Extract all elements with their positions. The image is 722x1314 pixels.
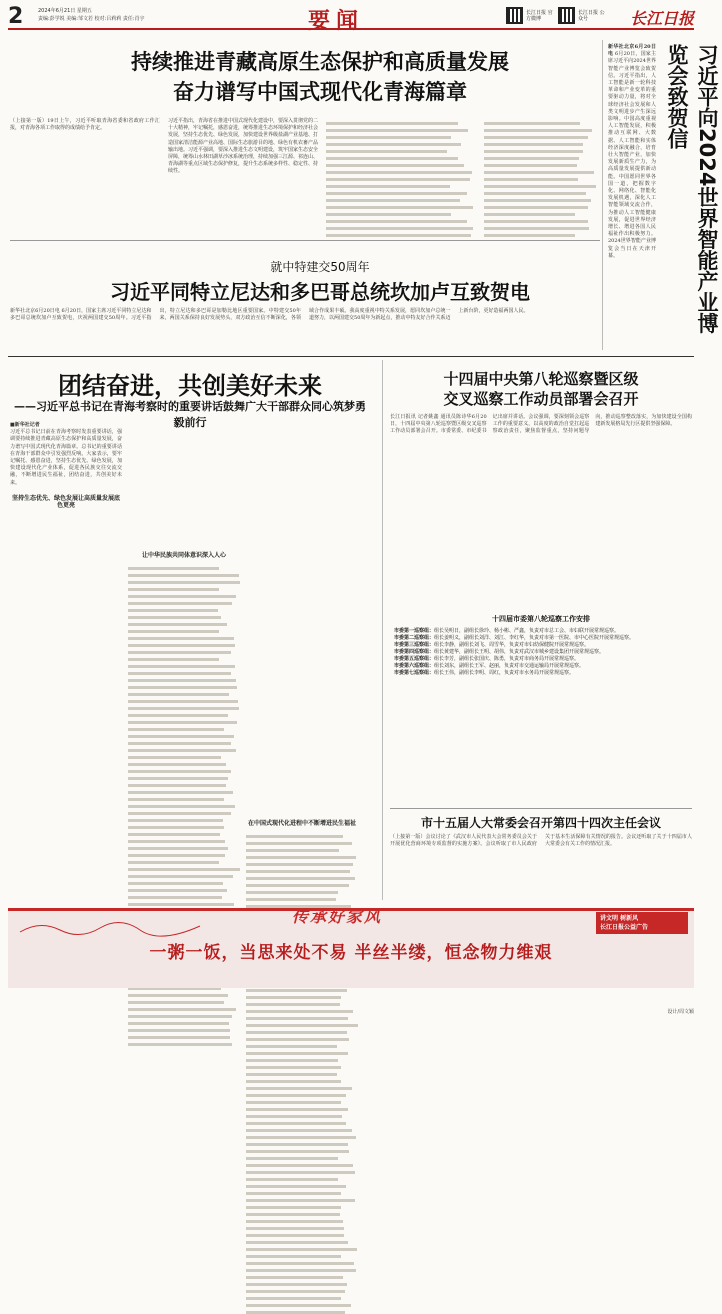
ornament-icon [20, 918, 200, 936]
article4-headline-1: 十四届中央第八轮巡察暨区级 [443, 370, 639, 388]
text-line-placeholder [128, 637, 234, 640]
text-line-placeholder [326, 143, 461, 146]
text-line-placeholder [128, 994, 228, 997]
text-line-placeholder [326, 220, 467, 223]
text-line-placeholder [128, 1015, 232, 1018]
text-line-placeholder [128, 588, 219, 591]
article2-kicker: 就中特建交50周年 [270, 260, 370, 274]
text-line-placeholder [246, 856, 356, 859]
text-line-placeholder [246, 1206, 341, 1209]
article3-subhead2: 让中华民族共同体意识深入人心 [141, 552, 226, 559]
text-line-placeholder [484, 150, 583, 153]
text-line-placeholder [484, 136, 588, 139]
article5-body: （上接第一版）会议讨论了《武汉市人民代表大会常务委员会关于开展优化营商环境专项监督的实施方案》。会议听取了市人民政府关于基本生活保障有关情况的报告。会议还听取了关于十四届市人大常委会有关工作的情况汇报。 [390, 834, 692, 848]
roster-item: 市委第一巡察组：组长吴明日，副组长徐玲、杨小彬、严鑫，负责对市总工会、市妇联开展常规巡察。 [394, 628, 620, 634]
text-line-placeholder [128, 854, 225, 857]
text-line-placeholder [246, 877, 355, 880]
text-line-placeholder [128, 889, 227, 892]
text-line-placeholder [326, 199, 460, 202]
text-line-placeholder [326, 129, 468, 132]
banner-badge: 讲文明 树新风 长江日报公益广告 [596, 912, 688, 934]
text-line-placeholder [246, 1087, 352, 1090]
text-line-placeholder [484, 143, 583, 146]
article3-col3 [246, 422, 358, 902]
text-line-placeholder [128, 1008, 236, 1011]
text-line-placeholder [246, 1276, 343, 1279]
text-line-placeholder [326, 157, 458, 160]
text-line-placeholder [128, 574, 239, 577]
text-line-placeholder [484, 157, 579, 160]
text-line-placeholder [128, 672, 231, 675]
text-line-placeholder [326, 213, 451, 216]
text-line-placeholder [128, 630, 219, 633]
text-line-placeholder [128, 756, 221, 759]
text-line-placeholder [246, 1234, 344, 1237]
roster-item: 市委第六巡察组：组长刘东，副组长王军、赵丽，负责对市交通运输局开展常规巡察。 [394, 663, 585, 669]
text-line-placeholder [246, 989, 347, 992]
text-line-placeholder [128, 819, 223, 822]
text-line-placeholder [128, 1029, 230, 1032]
text-line-placeholder [246, 1255, 341, 1258]
text-line-placeholder [128, 567, 219, 570]
text-line-placeholder [484, 220, 588, 223]
article3-subhead3: 在中国式现代化进程中不断增进民生福祉 [247, 820, 356, 827]
text-line-placeholder [484, 171, 594, 174]
text-line-placeholder [246, 884, 349, 887]
text-line-placeholder [246, 1143, 348, 1146]
banner-slogan: 一粥一饭，当思来处不易 半丝半缕，恒念物力维艰 [149, 943, 553, 963]
text-line-placeholder [326, 122, 458, 125]
article2-body: 新华社北京6月20日电 6月20日，国家主席习近平同特立尼达和多巴哥总统坎加卢互致贺电，庆祝两国建交50周年。习近平指出，特立尼达和多巴哥是加勒比地区重要国家。中特建交50年来，两国关系保持良好发展势头，双方政治互信不断深化，各领域合作成果丰硕。我高度重视中特关系发展，愿同坎加卢总统一道努力，以两国建交50周年为新起点，推动中特友好合作关系迈上新台阶，更好造福两国人民。 [10, 308, 529, 322]
text-line-placeholder [246, 1199, 355, 1202]
text-line-placeholder [246, 1269, 356, 1272]
text-line-placeholder [128, 784, 226, 787]
designer-credit: 设计/周文颖 [667, 1009, 694, 1015]
text-line-placeholder [128, 735, 234, 738]
text-line-placeholder [246, 1157, 338, 1160]
text-line-placeholder [246, 1150, 349, 1153]
text-line-placeholder [128, 602, 232, 605]
text-line-placeholder [128, 651, 231, 654]
article1-headline-1: 持续推进青藏高原生态保护和高质量发展 [131, 50, 509, 74]
text-line-placeholder [128, 721, 237, 724]
text-line-placeholder [246, 1045, 337, 1048]
text-line-placeholder [246, 1290, 345, 1293]
text-line-placeholder [246, 1038, 349, 1041]
text-line-placeholder [246, 898, 336, 901]
vertical-article-body: 新华社北京6月20日电 6月20日，国家主席习近平向2024世界智能产业博览会致贺信。习近平指出，人工智能是新一轮科技革命和产业变革的重要驱动力量，将对全球经济社会发展和人类文明进步产生深远影响。中国高度重视人工智能发展，积极推动互联网、大数据、人工智能和实体经济深度融合，培育壮大智能产业，加快发展新质生产力，为高质量发展提供新动能。中国愿同世界各国一道，把握数字化、网络化、智能化发展机遇，深化人工智能领域交流合作，为推动人工智能健康发展，促进世界经济增长、增进各国人民福祉作出积极努力。2024世界智能产业博览会当日在天津开幕。 [608, 44, 656, 259]
text-line-placeholder [128, 749, 236, 752]
text-line-placeholder [246, 1283, 347, 1286]
text-line-placeholder [128, 714, 228, 717]
text-line-placeholder [246, 1262, 354, 1265]
text-line-placeholder [128, 826, 224, 829]
text-line-placeholder [128, 763, 226, 766]
article2-headline: 习近平同特立尼达和多巴哥总统坎加卢互致贺电 [110, 280, 530, 304]
text-line-placeholder [326, 136, 451, 139]
article3-subtitle: ——习近平总书记在青海考察时的重要讲话鼓舞广大干部群众同心筑梦勇毅前行 [14, 400, 366, 429]
roster-item: 市委第四巡察组：组长黄建华，副组长王明、胡伟，负责对武汉市城乡建设集团开展常规巡察。 [394, 649, 605, 655]
text-line-placeholder [128, 833, 220, 836]
text-line-placeholder [484, 206, 588, 209]
text-line-placeholder [246, 1024, 358, 1027]
text-line-placeholder [246, 1220, 343, 1223]
text-line-placeholder [128, 644, 235, 647]
article1-body-col1: （上接第一版）19日上午，习近平听取青海省委和省政府工作汇报，对青海各项工作取得的成绩给予肯定。 [10, 118, 160, 132]
text-line-placeholder [246, 1241, 348, 1244]
text-line-placeholder [128, 616, 221, 619]
column-divider [382, 360, 383, 900]
text-line-placeholder [246, 1080, 341, 1083]
roster-item: 市委第二巡察组：组长姜明义，副组长刘洋、刘江、李红华，负责对市第一医院、市中心医院开展常规巡察。 [394, 635, 635, 641]
text-line-placeholder [128, 770, 231, 773]
article3-subhead1: 坚持生态优先、绿色发展让高质量发展底色更亮 [11, 494, 120, 510]
text-line-placeholder [326, 192, 467, 195]
text-line-placeholder [326, 206, 473, 209]
text-line-placeholder [246, 1073, 337, 1076]
text-line-placeholder [128, 812, 231, 815]
text-line-placeholder [128, 791, 233, 794]
text-line-placeholder [128, 1001, 224, 1004]
article1-headline-2: 奋力谱写中国式现代化青海篇章 [173, 80, 467, 104]
article1-body-col4 [484, 118, 596, 233]
text-line-placeholder [326, 178, 470, 181]
text-line-placeholder [484, 185, 596, 188]
text-line-placeholder [128, 1036, 230, 1039]
text-line-placeholder [484, 164, 577, 167]
text-line-placeholder [246, 1017, 348, 1020]
text-line-placeholder [246, 1227, 344, 1230]
text-line-placeholder [246, 1178, 338, 1181]
text-line-placeholder [246, 842, 352, 845]
text-line-placeholder [128, 903, 234, 906]
text-line-placeholder [128, 1043, 232, 1046]
article1-body-col3 [326, 118, 476, 233]
text-line-placeholder [128, 875, 233, 878]
divider [390, 808, 692, 809]
text-line-placeholder [484, 227, 589, 230]
text-line-placeholder [246, 1164, 353, 1167]
text-line-placeholder [128, 805, 235, 808]
text-line-placeholder [246, 1094, 346, 1097]
text-line-placeholder [246, 1192, 341, 1195]
text-line-placeholder [128, 665, 235, 668]
text-line-placeholder [246, 1052, 348, 1055]
article4-headline-2: 交叉巡察工作动员部署会召开 [443, 390, 639, 408]
text-line-placeholder [128, 700, 238, 703]
text-line-placeholder [246, 870, 350, 873]
text-line-placeholder [484, 122, 580, 125]
text-line-placeholder [128, 1022, 229, 1025]
text-line-placeholder [246, 863, 353, 866]
text-line-placeholder [128, 861, 219, 864]
text-line-placeholder [128, 595, 236, 598]
text-line-placeholder [246, 1129, 352, 1132]
text-line-placeholder [484, 129, 592, 132]
text-line-placeholder [484, 234, 575, 237]
text-line-placeholder [246, 1031, 347, 1034]
text-line-placeholder [128, 896, 222, 899]
text-line-placeholder [246, 891, 338, 894]
text-line-placeholder [128, 798, 224, 801]
text-line-placeholder [128, 686, 237, 689]
vertical-headline: 习近平向2024世界智能产业博览会致贺信 [665, 44, 719, 334]
text-line-placeholder [128, 609, 218, 612]
article3-col2 [128, 422, 240, 902]
divider [8, 356, 694, 357]
section-title: 要闻 [308, 8, 365, 34]
text-line-placeholder [128, 868, 240, 871]
text-line-placeholder [246, 1171, 355, 1174]
text-line-placeholder [246, 1115, 342, 1118]
text-line-placeholder [128, 882, 223, 885]
text-line-placeholder [246, 1213, 340, 1216]
text-line-placeholder [246, 1059, 338, 1062]
text-line-placeholder [128, 707, 239, 710]
header-editors: 责编:彭学锐 美编:邹文若 校对:吕莉莉 责任:肖宇 [38, 16, 145, 22]
article5-headline: 市十五届人大常委会召开第四十四次主任会议 [420, 816, 661, 830]
text-line-placeholder [484, 213, 575, 216]
article3-headline: 团结奋进，共创美好未来 [58, 372, 322, 400]
text-line-placeholder [326, 150, 447, 153]
text-line-placeholder [326, 185, 450, 188]
text-line-placeholder [128, 623, 227, 626]
text-line-placeholder [128, 728, 224, 731]
text-line-placeholder [128, 581, 240, 584]
text-line-placeholder [246, 1297, 341, 1300]
text-line-placeholder [246, 1003, 340, 1006]
text-line-placeholder [326, 171, 472, 174]
text-line-placeholder [246, 1066, 341, 1069]
text-line-placeholder [246, 1122, 346, 1125]
divider [10, 240, 600, 241]
text-line-placeholder [128, 658, 219, 661]
text-line-placeholder [128, 693, 229, 696]
page-header [8, 4, 694, 34]
text-line-placeholder [246, 849, 339, 852]
banner-title: 传承好家风 [292, 907, 383, 926]
header-meta [38, 7, 145, 23]
text-line-placeholder [246, 1010, 353, 1013]
qr-label-weibo: 长江日报 官方微博 [526, 10, 553, 22]
roster-list [394, 628, 690, 677]
text-line-placeholder [246, 1248, 357, 1251]
roster-item: 市委第七巡察组：组长王伟，副组长李明、周红，负责对市水务局开展常规巡察。 [394, 670, 575, 676]
text-line-placeholder [326, 227, 473, 230]
qr-code-icon [506, 7, 523, 24]
text-line-placeholder [246, 1136, 356, 1139]
text-line-placeholder [128, 679, 236, 682]
text-line-placeholder [128, 847, 228, 850]
text-line-placeholder [128, 777, 228, 780]
masthead-logo: 长江日报 [629, 9, 694, 28]
article1-body-col2: 习近平指出，青海省在推进中国式现代化建设中，要深入贯彻党的二十大精神，牢记嘱托，感恩奋进，统筹推进生态环境保护和经济社会发展，坚持生态优先、绿色发展，加快建设世界级盐湖产业基地、打造国家清洁能源产业高地、国际生态旅游目的地、绿色有机农畜产品输出地。习近平强调，要深入推进生态文明建设，筑牢国家生态安全屏障，统筹山水林田湖草沙冰系统治理，持续加强三江源、祁连山、青海湖等重点区域生态保护修复，提升生态系统多样性、稳定性、持续性。 [168, 118, 319, 175]
roster-title: 十四届市委第八轮巡察工作安排 [492, 615, 590, 623]
text-line-placeholder [326, 234, 471, 237]
text-line-placeholder [246, 1185, 346, 1188]
qr-code-icon [558, 7, 575, 24]
text-line-placeholder [246, 1108, 348, 1111]
roster-item: 市委第五巡察组：组长李芳，副组长张国庆、陈勇，负责对市商务局开展常规巡察。 [394, 656, 580, 662]
text-line-placeholder [484, 192, 586, 195]
roster-item: 市委第三巡察组：组长李静，副组长刘飞、周雪华，负责对市妇幼保健院开展常规巡察。 [394, 642, 590, 648]
text-line-placeholder [246, 996, 341, 999]
text-line-placeholder [128, 840, 225, 843]
article3-col1: ■新华社记者 习近平总书记日前在青海考察时发表重要讲话，强调要持续推进青藏高原生态保护和高质量发展，奋力谱写中国式现代化青海篇章。总书记的重要讲话在青海干部群众中引发强烈反响。大家表示，要牢记嘱托、感恩奋进，坚持生态优先、绿色发展，加快建设现代化产业体系，促进各民族交往交流交融，不断增进民生福祉，团结奋进，共创美好未来。 坚持生态优先、绿色发展让高质量发展底色更亮 [10, 422, 122, 510]
text-line-placeholder [246, 1304, 351, 1307]
text-line-placeholder [484, 199, 591, 202]
qr-label-wechat: 长江日报 公众号 [578, 10, 605, 22]
header-date: 2024年6月21日 星期五 [38, 8, 92, 14]
text-line-placeholder [246, 835, 343, 838]
text-line-placeholder [246, 1101, 341, 1104]
page-number: 2 [8, 4, 24, 29]
text-line-placeholder [326, 164, 464, 167]
article4-body: 长江日报讯 记者姚鑫 通讯员陈诗华6月20日，十四届中央第八轮巡察暨区级交叉巡察工作动员部署会召开。市委常委、市纪委书记出席并讲话。会议强调，要深刻领会巡察工作的重要意义，以高度的政治自觉扛起巡察政治责任，聚焦监督重点，坚持问题导向，推动巡察整改落实，为加快建设全国构建新发展格局先行区提供坚强保障。 [390, 414, 692, 435]
text-line-placeholder [484, 178, 578, 181]
text-line-placeholder [128, 742, 231, 745]
